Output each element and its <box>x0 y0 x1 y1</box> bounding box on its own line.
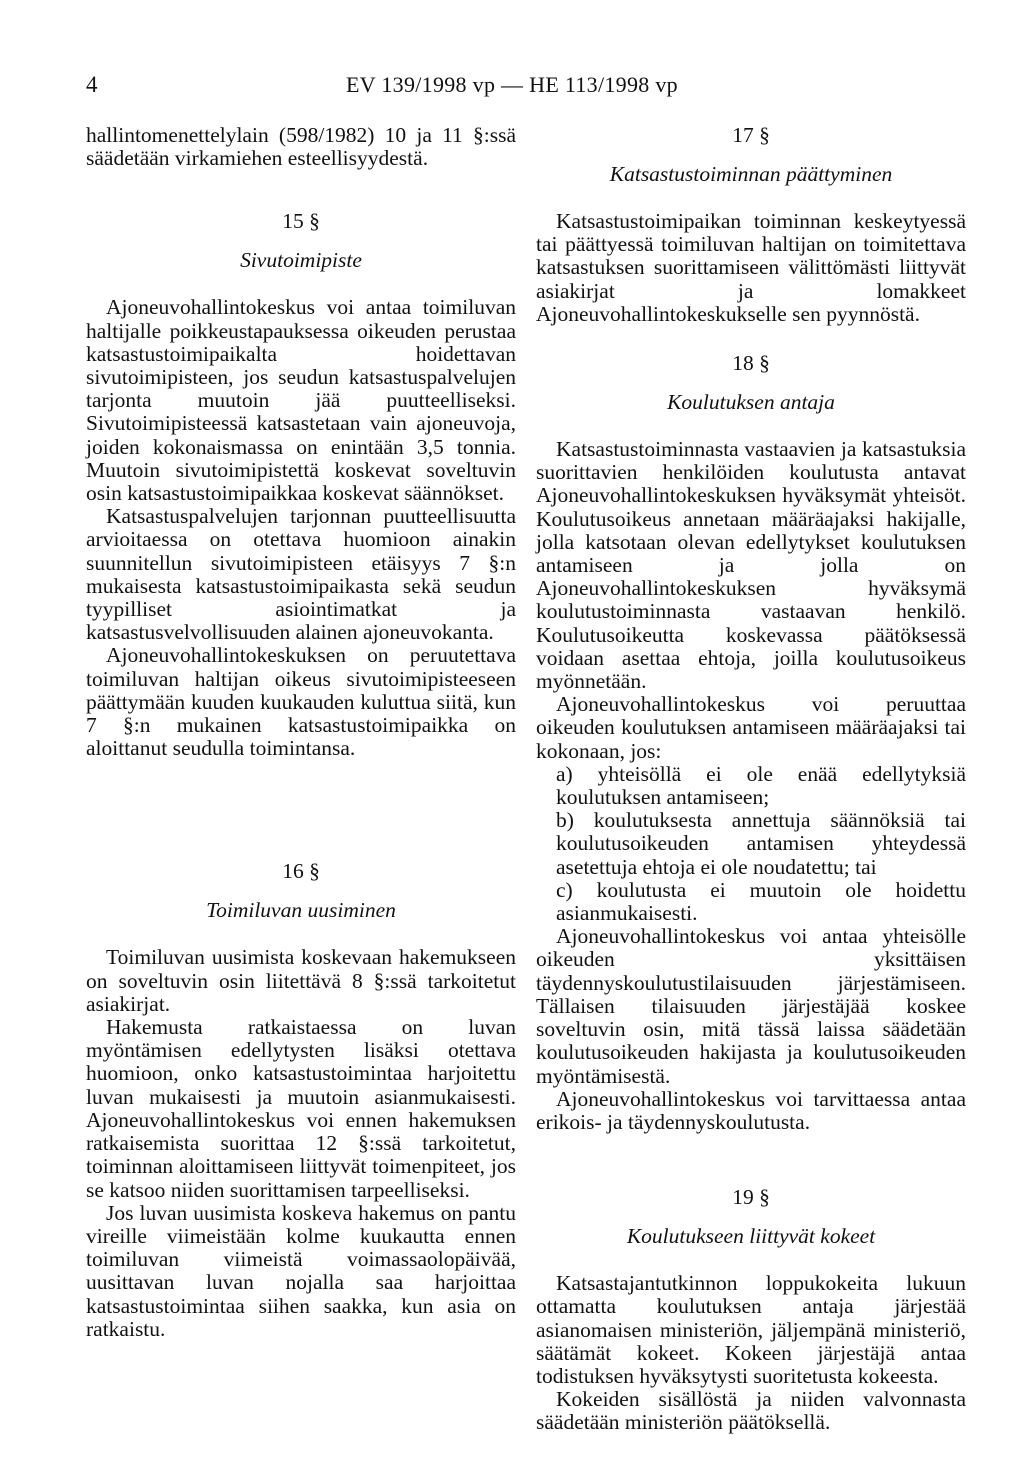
section-16-paragraph: Jos luvan uusimista koskeva hakemus on pantu vireille viimeistään kolme kuukautta ennen toimiluvan viimeistä voimassaolopäivää, uusittavan luvan nojalla saa harjoittaa katsastustoimintaa siihen saakka, kun asia on ratkaistu. <box>86 1200 516 1341</box>
section-15-paragraph: Katsastuspalvelujen tarjonnan puutteellisuutta arvioitaessa on otettava huomioon ainakin suunnitellun sivutoimipisteen etäisyys 7 §:n mukaisesta katsastustoimipaikasta sekä seudun tyypilliset asiointimatkat ja katsastusvelvollisuuden alainen ajoneuvokanta. <box>86 504 516 645</box>
page-number: 4 <box>86 72 98 97</box>
section-18-paragraph: Ajoneuvohallintokeskus voi tarvittaessa antaa erikois- ja täydennyskoulutusta. <box>536 1086 966 1134</box>
section-19-number: 19 § <box>732 1185 770 1210</box>
section-18-list-item: a) yhteisöllä ei ole enää edellytyksiä koulutuksen antamiseen; <box>556 761 966 810</box>
section-17-title: Katsastustoiminnan päättyminen <box>609 162 893 186</box>
section-16-paragraph: Toimiluvan uusimista koskevaan hakemukseen on soveltuvin osin liitettävä 8 §:ssä tarkoitetut asiakirjat. <box>86 945 516 1016</box>
section-17-number: 17 § <box>732 123 770 147</box>
section-15-paragraph: Ajoneuvohallintokeskus voi antaa toimiluvan haltijalle poikkeustapauksessa oikeuden perustaa katsastustoimipaikalta hoidettavan sivutoimipisteen, jos seudun katsastuspalvelujen tarjonta muutoin jää puutteelliseksi. Sivutoimipisteessä katsastetaan vain ajoneuvoja, joiden kokonaismassa on enintään 3,5 tonnia. Muutoin sivutoimipistettä koskevat soveltuvin osin katsastustoimipaikkaa koskevat säännökset. <box>86 295 516 506</box>
section-18-number: 18 § <box>732 351 770 376</box>
running-head: EV 139/1998 vp — HE 113/1998 vp <box>346 72 678 97</box>
right-column <box>536 124 966 1435</box>
section-15-number: 15 § <box>282 209 320 234</box>
section-16-paragraph: Hakemusta ratkaistaessa on luvan myöntämisen edellytysten lisäksi otettava huomioon, onko katsastustoimintaa harjoitettu luvan mukaisesti ja muutoin asianmukaisesti. Ajoneuvohallintokeskus voi ennen hakemuksen ratkaisemista suorittaa 12 §:ssä tarkoitetut, toiminnan aloittamiseen liittyvät toimenpiteet, jos se katsoo niiden suorittamisen tarpeelliseksi. <box>86 1015 516 1202</box>
left-column <box>86 124 516 1341</box>
section-18-list-item: c) koulutusta ei muutoin ole hoidettu asianmukaisesti. <box>556 877 966 926</box>
section-18-title: Koulutuksen antaja <box>667 390 835 415</box>
intro-paragraph: hallintomenettelylain (598/1982) 10 ja 11 §:ssä säädetään virkamiehen esteellisyydestä. <box>86 123 516 171</box>
section-18-paragraph: Ajoneuvohallintokeskus voi antaa yhteisölle oikeuden yksittäisen täydennyskoulutustilaisuuden järjestämiseen. Tällaisen tilaisuuden järjestäjää koskee soveltuvin osin, mitä tässä laissa säädetään koulutusoikeuden hakijasta ja koulutusoikeuden myöntämisestä. <box>536 924 966 1088</box>
section-16-title: Toimiluvan uusiminen <box>206 898 396 923</box>
section-18-paragraph: Ajoneuvohallintokeskus voi peruuttaa oikeuden koulutuksen antamiseen määräajaksi tai kokonaan, jos: <box>536 692 966 763</box>
section-17-paragraph: Katsastustoimipaikan toiminnan keskeytyessä tai päättyessä toimiluvan haltijan on toimitettava katsastuksen suorittamiseen välittömästi liittyvät asiakirjat ja lomakkeet Ajoneuvohallintokeskukselle sen pyynnöstä. <box>536 209 966 326</box>
section-15-title: Sivutoimipiste <box>240 248 362 273</box>
section-15-paragraph: Ajoneuvohallintokeskuksen on peruutettava toimiluvan haltijan oikeus sivutoimipisteeseen päättymään kuuden kuukauden kuluttua siitä, kun 7 §:n mukainen katsastustoimipaikka on aloittanut seudulla toimintansa. <box>86 643 516 761</box>
section-18-paragraph: Katsastustoiminnasta vastaavien ja katsastuksia suorittavien henkilöiden koulutusta antavat Ajoneuvohallintokeskuksen hyväksymät yhteisöt. Koulutusoikeus annetaan määräajaksi hakijalle, jolla katsotaan olevan edellytykset koulutuksen antamiseen ja jolla on Ajoneuvohallintokeskuksen hyväksymä koulutustoiminnasta vastaavan henkilö. Koulutusoikeutta koskevassa päätöksessä voidaan asettaa ehtoja, joilla koulutusoikeus myönnetään. <box>536 437 966 694</box>
section-18-list-item: b) koulutuksesta annettuja säännöksiä tai koulutusoikeuden antamisen yhteydessä asetettuja ehtoja ei ole noudatettu; tai <box>556 808 966 879</box>
section-16-number: 16 § <box>282 859 320 884</box>
section-19-paragraph: Kokeiden sisällöstä ja niiden valvonnasta säädetään ministeriön päätöksellä. <box>536 1387 966 1435</box>
section-19-title: Koulutukseen liittyvät kokeet <box>626 1224 876 1249</box>
section-19-paragraph: Katsastajantutkinnon loppukokeita lukuun ottamatta koulutuksen antaja järjestää asianomaisen ministeriön, jäljempänä ministeriö, säätämät kokeet. Kokeen järjestäjä antaa todistuksen hyväksytysti suoritetusta kokeesta. <box>536 1271 966 1388</box>
